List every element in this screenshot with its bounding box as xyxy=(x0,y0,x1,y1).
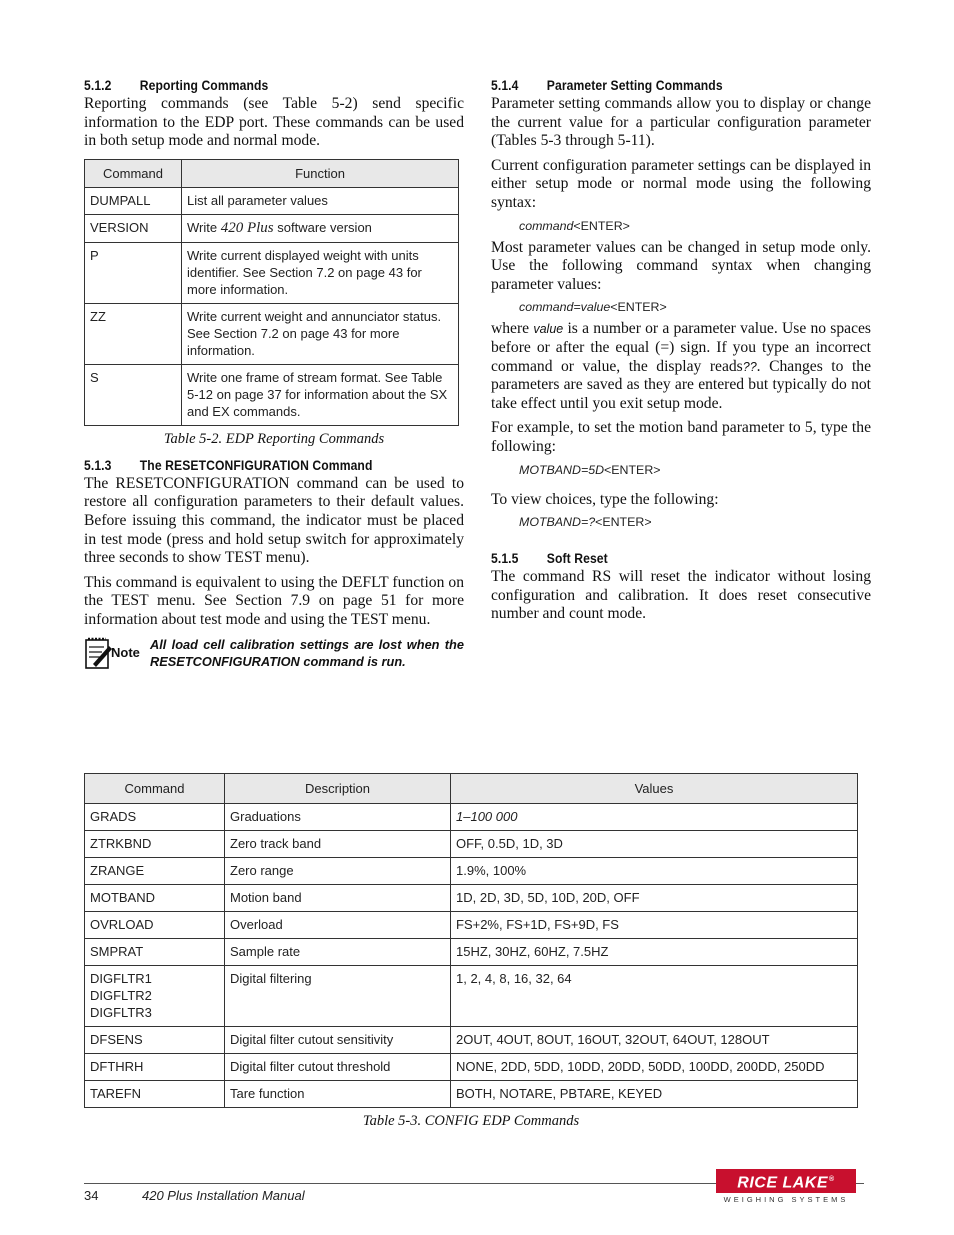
description-cell: Motion band xyxy=(225,885,451,912)
table-row xyxy=(85,939,858,966)
change-values-paragraph: Most parameter values can be changed in setup mode only. Use the following command syntax when changing parameter values: xyxy=(491,238,871,293)
table-row xyxy=(85,858,858,885)
page-number: 34 xyxy=(84,1188,99,1203)
value-explanation-paragraph: where value is a number or a parameter value. Use no spaces before or after the equal (=) sign. If you type an incorrect command or value, the display reads??. Changes to the parameters are saved as they are entered but typically do not take effect until you exit setup mode. xyxy=(491,320,872,412)
manual-title: 420 Plus Installation Manual xyxy=(142,1188,305,1203)
function-cell: Write current weight and annunciator status. See Section 7.2 on page 43 for more information. xyxy=(182,303,459,364)
column-header-values: Values xyxy=(451,774,858,804)
table-caption: Table 5-2. EDP Reporting Commands xyxy=(163,430,385,447)
edp-reporting-commands-table xyxy=(84,159,459,426)
section-heading-5-1-3: 5.1.3 The RESETCONFIGURATION Command xyxy=(84,457,373,473)
right-column xyxy=(491,78,871,630)
table-row xyxy=(85,885,858,912)
display-syntax: command<ENTER> xyxy=(519,218,630,233)
resetconfiguration-paragraph: The RESETCONFIGURATION command can be used to restore all configuration parameters to their default values. Before issuing this command, the indicator must be placed in test mode (press and hold setup switch for approximately three seconds to show TEST menu). xyxy=(84,474,464,567)
command-cell: GRADS xyxy=(85,804,225,831)
command-cell: MOTBAND xyxy=(85,885,225,912)
deflt-paragraph: This command is equivalent to using the DEFLT function on the TEST menu. See Section 7.9 on page 51 for more information about test mode and using the TEST menu. xyxy=(84,573,464,628)
table-row xyxy=(85,912,858,939)
table-row xyxy=(85,804,858,831)
command-cell: S xyxy=(85,364,182,425)
motband-query-example: MOTBAND=?<ENTER> xyxy=(519,515,652,530)
table-row xyxy=(85,1081,858,1108)
config-table-container xyxy=(84,773,858,1138)
registered-mark: ® xyxy=(829,1176,835,1183)
logo-wordmark: RICE LAKE® xyxy=(716,1169,856,1193)
current-settings-paragraph: Current configuration parameter settings can be displayed in either setup mode or normal mode using the following syntax: xyxy=(491,156,871,211)
command-cell: DIGFLTR1 DIGFLTR2 DIGFLTR3 xyxy=(85,966,225,1027)
note-text: All load cell calibration settings are lost when the RESETCONFIGURATION command is run. xyxy=(150,636,464,669)
example-paragraph: For example, to set the motion band parameter to 5, type the following: xyxy=(491,419,871,455)
command-cell: DFSENS xyxy=(85,1027,225,1054)
table-header-row xyxy=(85,159,459,187)
section-heading-5-1-4: 5.1.4 Parameter Setting Commands xyxy=(491,78,723,93)
values-cell: 1–100 000 xyxy=(451,804,858,831)
column-header-function: Function xyxy=(182,159,459,187)
description-cell: Zero range xyxy=(225,858,451,885)
column-header-description: Description xyxy=(225,774,451,804)
command-cell: ZTRKBND xyxy=(85,831,225,858)
description-cell: Graduations xyxy=(225,804,451,831)
values-cell: 2OUT, 4OUT, 8OUT, 16OUT, 32OUT, 64OUT, 128OUT xyxy=(451,1027,858,1054)
function-cell: Write current displayed weight with units identifier. See Section 7.2 on page 43 for more information. xyxy=(182,242,459,303)
logo-tagline: WEIGHING SYSTEMS xyxy=(723,1195,849,1205)
column-header-command: Command xyxy=(85,159,182,187)
table-row xyxy=(85,364,459,425)
table-row xyxy=(85,303,459,364)
values-cell: 1D, 2D, 3D, 5D, 10D, 20D, OFF xyxy=(451,885,858,912)
section-heading-5-1-2: 5.1.2 Reporting Commands xyxy=(84,78,269,93)
view-choices-paragraph: To view choices, type the following: xyxy=(491,490,719,508)
table-row xyxy=(85,242,459,303)
rice-lake-logo xyxy=(716,1169,856,1204)
table-row xyxy=(85,1054,858,1081)
table-row xyxy=(85,1027,858,1054)
values-cell: OFF, 0.5D, 1D, 3D xyxy=(451,831,858,858)
note-box xyxy=(84,636,464,670)
command-cell: DUMPALL xyxy=(85,187,182,214)
description-cell: Tare function xyxy=(225,1081,451,1108)
change-syntax: command=value<ENTER> xyxy=(519,300,667,315)
table-row xyxy=(85,214,459,242)
column-header-command: Command xyxy=(85,774,225,804)
table-row xyxy=(85,187,459,214)
command-cell: DFTHRH xyxy=(85,1054,225,1081)
section-heading-5-1-5: 5.1.5 Soft Reset xyxy=(491,551,608,567)
command-cell: P xyxy=(85,242,182,303)
description-cell: Digital filter cutout sensitivity xyxy=(225,1027,451,1054)
values-cell: 1.9%, 100% xyxy=(451,858,858,885)
command-cell: TAREFN xyxy=(85,1081,225,1108)
reporting-commands-paragraph: Reporting commands (see Table 5-2) send specific information to the EDP port. These commands can be used in both setup mode and normal mode. xyxy=(84,95,464,150)
command-cell: ZRANGE xyxy=(85,858,225,885)
table-row xyxy=(85,831,858,858)
parameter-setting-paragraph: Parameter setting commands allow you to display or change the current value for a particular configuration parameter (Tables 5-3 through 5-11). xyxy=(491,95,871,150)
note-icon xyxy=(84,636,150,670)
values-cell: NONE, 2DD, 5DD, 10DD, 20DD, 50DD, 100DD, 200DD, 250DD xyxy=(451,1054,858,1081)
values-cell: 15HZ, 30HZ, 60HZ, 7.5HZ xyxy=(451,939,858,966)
config-edp-commands-table xyxy=(84,773,858,1108)
function-cell: List all parameter values xyxy=(182,187,459,214)
table-caption: Table 5-3. CONFIG EDP Commands xyxy=(362,1113,580,1129)
note-label: Note xyxy=(111,645,140,661)
product-name: 420 Plus xyxy=(220,219,274,236)
description-cell: Sample rate xyxy=(225,939,451,966)
motband-set-example: MOTBAND=5D<ENTER> xyxy=(519,462,661,477)
values-cell: BOTH, NOTARE, PBTARE, KEYED xyxy=(451,1081,858,1108)
description-cell: Digital filtering xyxy=(225,966,451,1027)
description-cell: Digital filter cutout threshold xyxy=(225,1054,451,1081)
function-cell: Write 420 Plus software version xyxy=(182,214,459,242)
table-row xyxy=(85,966,858,1027)
command-cell: OVRLOAD xyxy=(85,912,225,939)
command-cell: VERSION xyxy=(85,214,182,242)
description-cell: Overload xyxy=(225,912,451,939)
function-cell: Write one frame of stream format. See Table 5-12 on page 37 for information about the SX and EX commands. xyxy=(182,364,459,425)
command-cell: ZZ xyxy=(85,303,182,364)
soft-reset-paragraph: The command RS will reset the indicator without losing configuration and calibration. It does reset consecutive number and count mode. xyxy=(491,568,871,623)
notepad-icon xyxy=(84,636,114,670)
description-cell: Zero track band xyxy=(225,831,451,858)
values-cell: FS+2%, FS+1D, FS+9D, FS xyxy=(451,912,858,939)
table-header-row xyxy=(85,774,858,804)
left-column xyxy=(84,78,464,670)
values-cell: 1, 2, 4, 8, 16, 32, 64 xyxy=(451,966,858,1027)
command-cell: SMPRAT xyxy=(85,939,225,966)
